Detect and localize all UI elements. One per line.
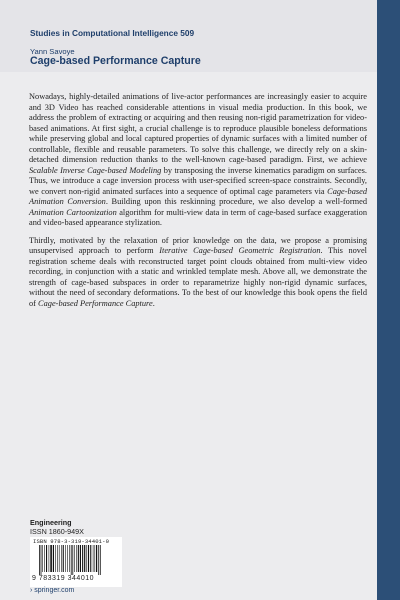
barcode-bar [71,545,72,575]
barcode-bar [96,545,97,572]
barcode-bar [41,545,42,575]
barcode-bar [76,545,77,572]
blurb-text: Nowadays, highly-detailed animations of live-actor performances are increasingly easier to acquire and 3D Video has reached considerable attentions in visual media production. In this book, we address the problem of extracting or acquiring and then reusing non-rigid parametrization for video-based animations. At first sight, a crucial challenge is to reproduce plausible boneless deformations while preserving global and local captured properties of dynamic surfaces with a limited number of controllable, flexible and reusable parameters. To solve this challenge, we directly rely on a skin-detached dimension reduction thanks to the well-known cage-based paradigm. First, we achieve [29,92,367,164]
blurb-text: by transposing the inverse kinematics paradigm on surfaces. Thus, we introduce a cage inversion process with user-specified screen-space constraints. Secondly, we convert non-rigid animated surfaces into a sequence of optimal cage parameters via [29,165,367,196]
series-name: Studies in Computational Intelligence 509 [30,28,195,38]
blurb-text: . [152,298,155,308]
barcode-bar [53,545,54,572]
barcode-bar [69,545,70,572]
spine-color-stripe [377,0,400,600]
subject-label: Engineering [30,518,72,527]
blurb-text: algorithm for multi-view data in term of cage-based surface exaggeration and video-based appearance stylization. [29,207,367,227]
blurb-text: . Building upon this reskinning procedure, we also develop a well-formed [105,197,367,206]
barcode-bar [59,545,60,572]
blurb-emphasis: Iterative Cage-based Geometric Registration [159,246,321,255]
barcode-bar [86,545,87,572]
blurb-text: . This novel registration scheme deals with reconstructed target point clouds obtained from multi-view video recording, in conjunction with a static and wrinkled template mesh. Above all, we demonstrate the strength of cage-based subspaces in order to reparametrize highly non-rigid dynamic surfaces, without the need of secondary deformations. To the best of our knowledge this book opens the field of [29,246,367,308]
barcode-bar [57,545,58,572]
barcode-bar [65,545,66,572]
barcode-bar [44,545,45,572]
barcode-bar [80,545,81,572]
barcode-bar [50,545,52,572]
barcode-bars [38,545,118,575]
barcode-bar [46,545,47,572]
barcode-bar [95,545,96,572]
publisher-website: › springer.com [30,587,75,594]
barcode-bar [67,545,68,572]
blurb-paragraph-1 [29,92,367,229]
barcode-bar [93,545,94,572]
barcode-bar [88,545,89,572]
barcode-bar [63,545,64,572]
barcode [30,537,122,587]
barcode-bar [82,545,83,572]
isbn-digits: 9 783319 344010 [32,575,94,582]
barcode-bar [74,545,75,572]
barcode-bar [84,545,85,572]
barcode-bar [55,545,56,572]
back-cover-blurb [29,92,367,316]
blurb-emphasis: Scalable Inverse Cage-based Modeling [29,165,162,175]
cover-footer [30,519,84,536]
barcode-bar [49,545,50,572]
barcode-bar [61,545,62,572]
isbn-label: ISBN 978-3-319-34401-0 [33,538,110,545]
barcode-bar [78,545,79,572]
barcode-bar [39,545,40,575]
blurb-emphasis: Animation Cartoonization [29,207,117,217]
barcode-bar [72,545,73,575]
barcode-bar [42,545,43,572]
author-name: Yann Savoye [30,47,75,56]
barcode-bar [90,545,91,572]
blurb-emphasis: Cage-based Performance Capture [38,298,153,308]
blurb-emphasis: Cage-based Animation Conversion [29,186,367,206]
book-title: Cage-based Performance Capture [30,55,201,67]
blurb-paragraph-2 [29,236,367,310]
barcode-bar [100,545,101,575]
blurb-text: Thirdly, motivated by the relaxation of prior knowledge on the data, we propose a promising unsupervised approach to perform [29,235,367,255]
issn-label: ISSN 1860-949X [30,526,84,536]
barcode-bar [98,545,99,575]
